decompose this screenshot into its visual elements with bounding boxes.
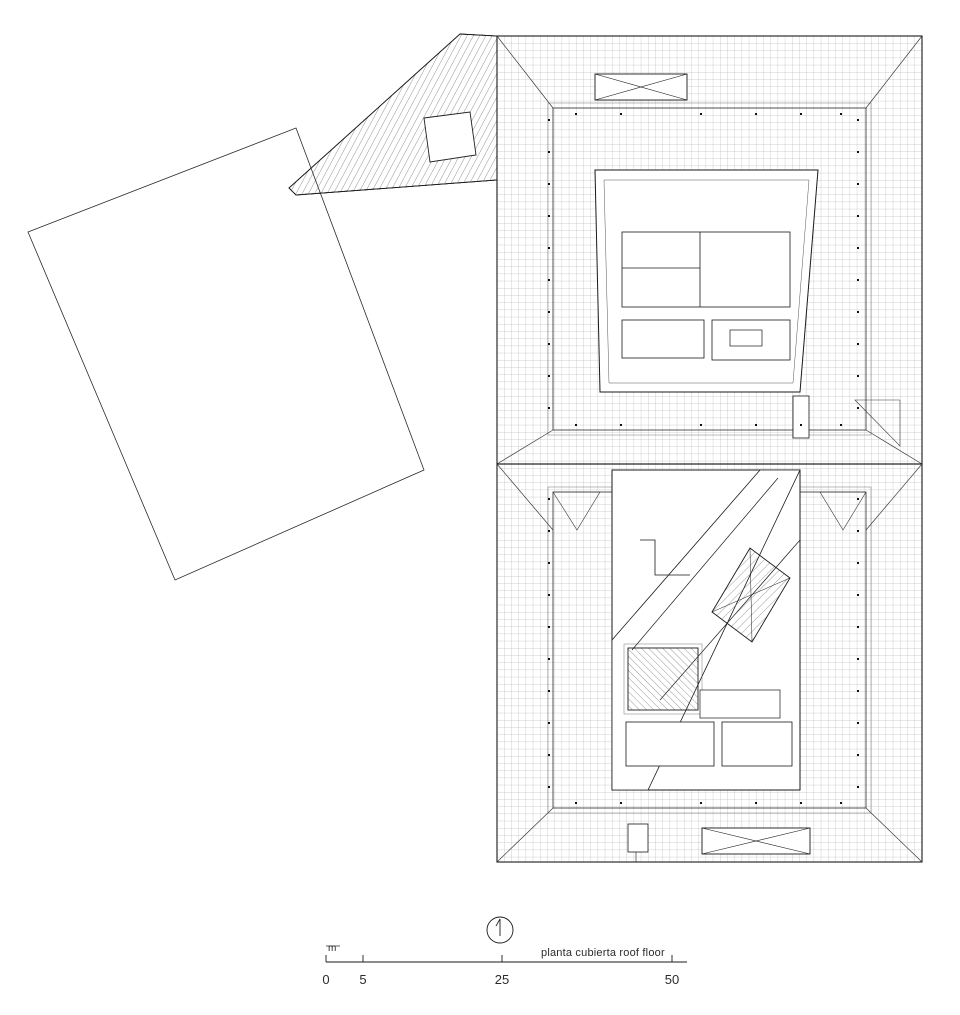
scale-tick-25: 25 [494, 972, 510, 987]
angled-roof-wing [289, 34, 497, 195]
scale-tick-0: 0 [322, 972, 330, 987]
scale-unit-label: m [328, 943, 337, 954]
roof-block-south [497, 464, 922, 862]
site-plot-outline [28, 128, 424, 580]
north-arrow [487, 917, 513, 943]
roof-block-north [497, 36, 922, 464]
drawing-caption: planta cubierta roof floor [541, 947, 665, 959]
scale-tick-5: 5 [359, 972, 367, 987]
scale-tick-50: 50 [664, 972, 680, 987]
